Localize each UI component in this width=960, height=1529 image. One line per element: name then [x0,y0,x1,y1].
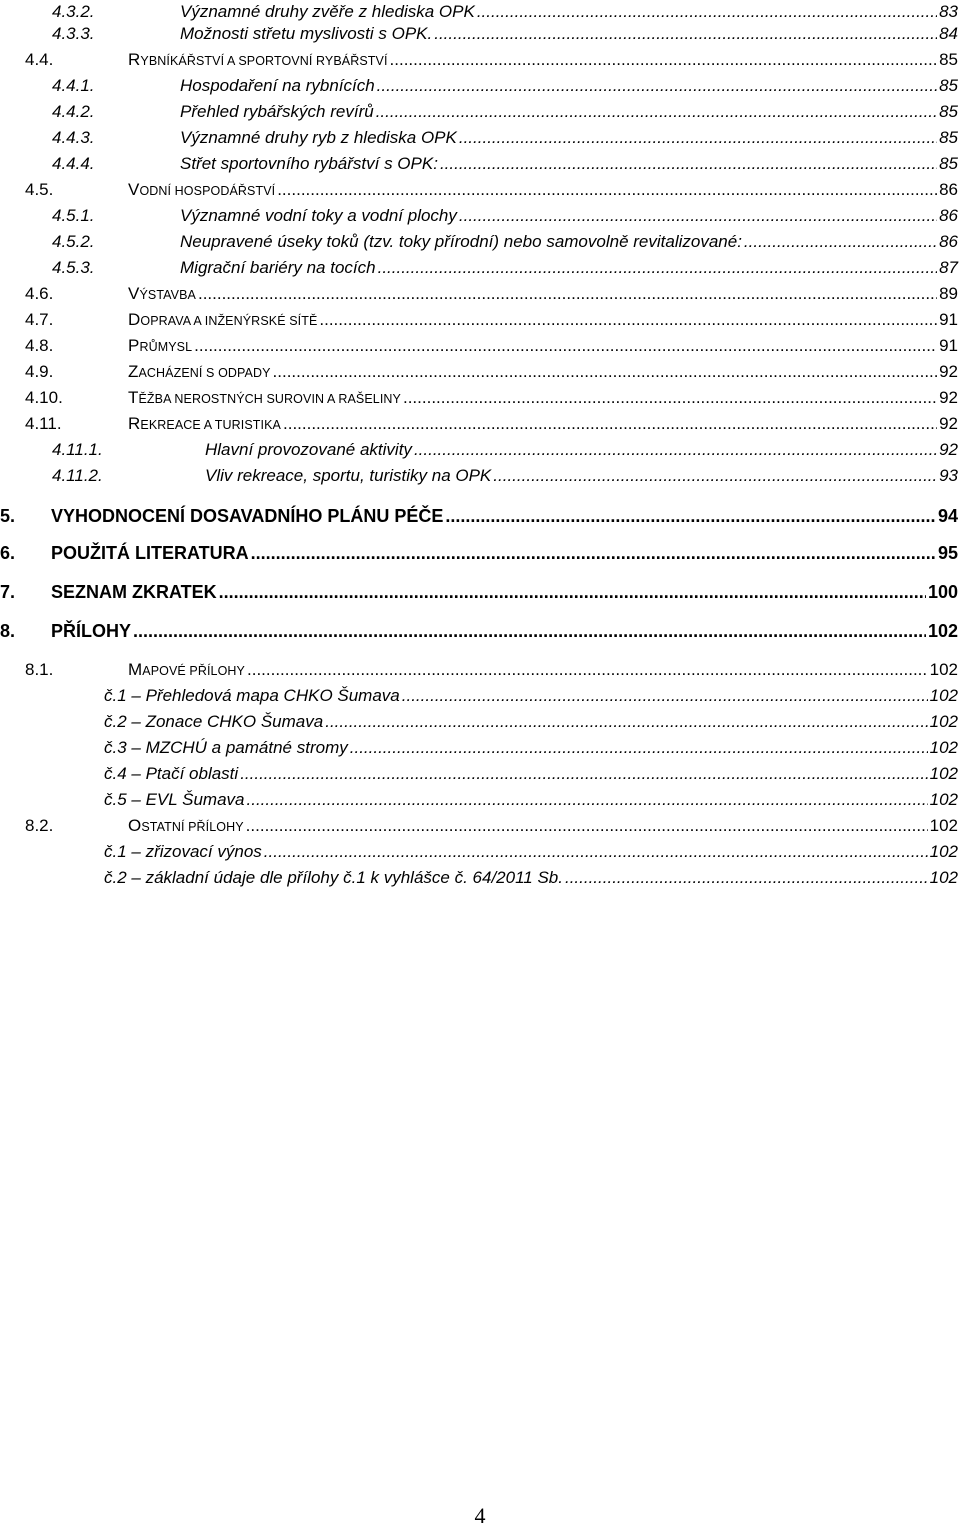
toc-entry-title-initial: O [128,816,142,835]
toc-dot-leader [319,309,937,331]
toc-dot-leader [378,257,937,279]
toc-subsection-entry[interactable] [52,711,958,733]
toc-entry-page: 85 [939,128,958,147]
toc-entry-number: 8. [0,621,16,641]
toc-chapter-entry[interactable] [0,505,958,527]
toc-entry-page: 102 [929,738,958,757]
toc-dot-leader [376,101,937,123]
toc-entry-title: č.3 – MZCHÚ a památné stromy [104,738,348,757]
toc-entry-title [128,49,388,72]
toc-dot-leader [403,387,937,409]
toc-entry-number: 4.7. [25,310,54,329]
toc-dot-leader [273,361,938,383]
toc-entry-page: 85 [939,102,958,121]
toc-entry-page: 84 [939,24,958,43]
toc-dot-leader [133,620,926,642]
toc-entry-title: Možnosti střetu myslivosti s OPK. [180,24,433,43]
toc-dot-leader [477,1,937,23]
toc-subsection-entry[interactable] [52,439,958,461]
toc-entry-page: 92 [939,414,958,433]
toc-entry-title: Migrační bariéry na tocích [180,258,376,277]
toc-entry-page: 102 [929,660,958,679]
toc-entry-page: 95 [937,543,958,563]
toc-subsection-entry[interactable] [52,231,958,253]
toc-subsection-entry[interactable] [52,205,958,227]
toc-subsection-entry[interactable] [52,153,958,175]
toc-entry-number: 4.3.2. [52,2,95,21]
toc-entry-title [128,413,281,436]
toc-subsection-entry[interactable] [52,101,958,123]
toc-entry-number: 4.9. [25,362,54,381]
toc-entry-page: 92 [939,362,958,381]
toc-entry-title-initial: P [128,336,140,355]
toc-entry-title-rest: RŮMYSL [139,340,193,354]
toc-entry-title-rest: EKREACE A TURISTIKA [140,418,281,432]
toc-entry-number: 4.5.1. [52,206,95,225]
toc-entry-page: 93 [939,466,958,485]
toc-entry-title-rest: ĚŽBA NEROSTNÝCH SUROVIN A RAŠELINY [138,392,401,406]
toc-entry-title [128,659,245,682]
toc-dot-leader [194,335,937,357]
toc-entry-page: 86 [939,232,958,251]
toc-entry-title-initial: D [128,310,141,329]
toc-entry-number: 4.11.2. [52,466,103,485]
toc-dot-leader [414,439,937,461]
toc-entry-title: Hlavní provozované aktivity [205,440,412,459]
toc-section-entry[interactable] [25,815,958,838]
toc-entry-number: 5. [0,506,16,526]
toc-entry-title-initial: R [128,414,141,433]
toc-entry-title: Přehled rybářských revírů [180,102,374,121]
toc-entry-title: Střet sportovního rybářství s OPK: [180,154,438,173]
toc-entry-page: 85 [939,50,958,69]
toc-entry-title: SEZNAM ZKRATEK [51,582,217,602]
toc-dot-leader [434,23,937,45]
toc-entry-page: 102 [929,686,958,705]
toc-section-entry[interactable] [25,659,958,682]
toc-dot-leader [377,75,937,97]
toc-entry-title: č.4 – Ptačí oblasti [104,764,239,783]
toc-entry-title: PŘÍLOHY [51,621,132,641]
toc-entry-number: 4.4.4. [52,154,95,173]
toc-entry-page: 85 [939,154,958,173]
toc-entry-title: č.1 – Přehledová mapa CHKO Šumava [104,686,400,705]
toc-entry-page: 102 [929,712,958,731]
toc-dot-leader [283,413,937,435]
toc-entry-title-rest: YBNÍKÁŘSTVÍ A SPORTOVNÍ RYBÁŘSTVÍ [140,54,388,68]
toc-dot-leader [219,581,926,603]
toc-entry-number: 8.1. [25,660,54,679]
toc-subsection-entry[interactable] [52,789,958,811]
toc-dot-leader [247,789,928,811]
toc-dot-leader [264,841,928,863]
toc-entry-number: 4.8. [25,336,54,355]
toc-entry-page: 92 [939,440,958,459]
toc-entry-page: 102 [929,764,958,783]
toc-subsection-entry[interactable] [52,685,958,707]
toc-entry-title [128,309,317,332]
toc-entry-title-rest: OPRAVA A INŽENÝRSKÉ SÍTĚ [140,314,318,328]
toc-subsection-entry[interactable] [52,127,958,149]
toc-entry-page: 85 [939,76,958,95]
toc-dot-leader [744,231,937,253]
toc-entry-number: 4.5.2. [52,232,95,251]
toc-entry-page: 102 [929,868,958,887]
toc-subsection-entry[interactable] [52,465,958,487]
toc-subsection-entry[interactable] [52,841,958,863]
toc-entry-number: 4.4.2. [52,102,95,121]
toc-section-entry[interactable] [25,283,958,306]
toc-entry-number: 4.11.1. [52,440,103,459]
toc-dot-leader [246,815,928,837]
toc-section-entry[interactable] [25,179,958,202]
toc-entry-page: 89 [939,284,958,303]
toc-dot-leader [350,737,928,759]
toc-entry-title-rest: ÝSTAVBA [139,288,196,302]
toc-entry-page: 86 [939,180,958,199]
toc-entry-title: č.5 – EVL Šumava [104,790,245,809]
toc-entry-title: Významné druhy ryb z hlediska OPK [180,128,457,147]
toc-subsection-entry[interactable] [52,867,958,889]
toc-entry-page: 91 [939,310,958,329]
toc-entry-title: č.2 – Zonace CHKO Šumava [104,712,324,731]
toc-entry-page: 83 [939,2,958,21]
toc-entry-title [128,361,271,384]
toc-dot-leader [402,685,928,707]
toc-entry-page: 86 [939,206,958,225]
toc-section-entry[interactable] [25,387,958,410]
toc-entry-title [128,283,196,306]
toc-entry-page: 92 [939,388,958,407]
toc-entry-number: 4.5.3. [52,258,95,277]
toc-subsection-entry[interactable] [52,75,958,97]
toc-entry-number: 4.4. [25,50,54,69]
toc-entry-number: 4.10. [25,388,63,407]
toc-entry-title-rest: APOVÉ PŘÍLOHY [142,664,245,678]
toc-entry-title: č.2 – základní údaje dle přílohy č.1 k vyhlášce č. 64/2011 Sb. [104,868,563,887]
toc-chapter-entry[interactable] [0,620,958,642]
toc-entry-number: 4.4.3. [52,128,95,147]
toc-entry-title-rest: ACHÁZENÍ S ODPADY [138,366,271,380]
toc-entry-title: Vliv rekreace, sportu, turistiky na OPK [205,466,492,485]
toc-dot-leader [198,283,937,305]
toc-dot-leader [251,542,936,564]
toc-entry-title: Hospodaření na rybnících [180,76,375,95]
toc-entry-title-rest: STATNÍ PŘÍLOHY [141,820,244,834]
toc-entry-page: 102 [929,842,958,861]
toc-dot-leader [277,179,937,201]
toc-entry-number: 4.3.3. [52,24,95,43]
toc-section-entry[interactable] [25,413,958,436]
toc-entry-page: 94 [937,506,958,526]
toc-dot-leader [247,659,928,681]
toc-entry-number: 4.6. [25,284,54,303]
toc-entry-title-initial: M [128,660,143,679]
toc-chapter-entry[interactable] [0,581,958,603]
toc-entry-number: 6. [0,543,16,563]
toc-entry-title: Významné druhy zvěře z hlediska OPK [180,2,475,21]
toc-entry-page: 87 [939,258,958,277]
toc-dot-leader [445,505,936,527]
toc-dot-leader [440,153,937,175]
toc-entry-page: 100 [927,582,958,602]
toc-section-entry[interactable] [25,335,958,358]
toc-entry-page: 102 [927,621,958,641]
toc-dot-leader [325,711,927,733]
toc-entry-page: 102 [929,816,958,835]
toc-dot-leader [240,763,927,785]
toc-entry-title-initial: V [128,180,140,199]
toc-dot-leader [565,867,928,889]
toc-entry-title [128,335,192,358]
toc-entry-number: 4.5. [25,180,54,199]
toc-entry-title-initial: V [128,284,140,303]
toc-entry-number: 7. [0,582,16,602]
toc-entry-title [128,387,401,410]
toc-entry-page: 91 [939,336,958,355]
toc-subsection-entry[interactable] [52,23,958,45]
toc-section-entry[interactable] [25,361,958,384]
toc-entry-title-initial: R [128,50,141,69]
toc-entry-number: 4.11. [25,414,62,433]
toc-entry-title: Významné vodní toky a vodní plochy [180,206,457,225]
toc-entry-title-initial: Z [128,362,139,381]
toc-chapter-entry[interactable] [0,542,958,564]
toc-entry-title [128,815,244,838]
toc-subsection-entry[interactable] [52,763,958,785]
toc-entry-title: POUŽITÁ LITERATURA [51,543,249,563]
toc-dot-leader [493,465,937,487]
toc-entry-title: VYHODNOCENÍ DOSAVADNÍHO PLÁNU PÉČE [51,506,444,526]
toc-dot-leader [459,205,937,227]
toc-subsection-entry[interactable] [52,257,958,279]
toc-entry-number: 4.4.1. [52,76,95,95]
toc-subsection-entry[interactable] [52,1,958,23]
toc-entry-title [128,179,275,202]
toc-section-entry[interactable] [25,309,958,332]
toc-entry-title: Neupravené úseky toků (tzv. toky přírodní) nebo samovolně revitalizované: [180,232,742,251]
toc-section-entry[interactable] [25,49,958,72]
toc-entry-title-initial: T [128,388,139,407]
toc-dot-leader [459,127,937,149]
toc-entry-title: č.1 – zřizovací výnos [104,842,262,861]
toc-subsection-entry[interactable] [52,737,958,759]
page-number: 4 [474,1503,486,1528]
toc-entry-title-rest: ODNÍ HOSPODÁŘSTVÍ [139,184,276,198]
toc-entry-number: 8.2. [25,816,54,835]
toc-dot-leader [390,49,938,71]
toc-entry-page: 102 [929,790,958,809]
